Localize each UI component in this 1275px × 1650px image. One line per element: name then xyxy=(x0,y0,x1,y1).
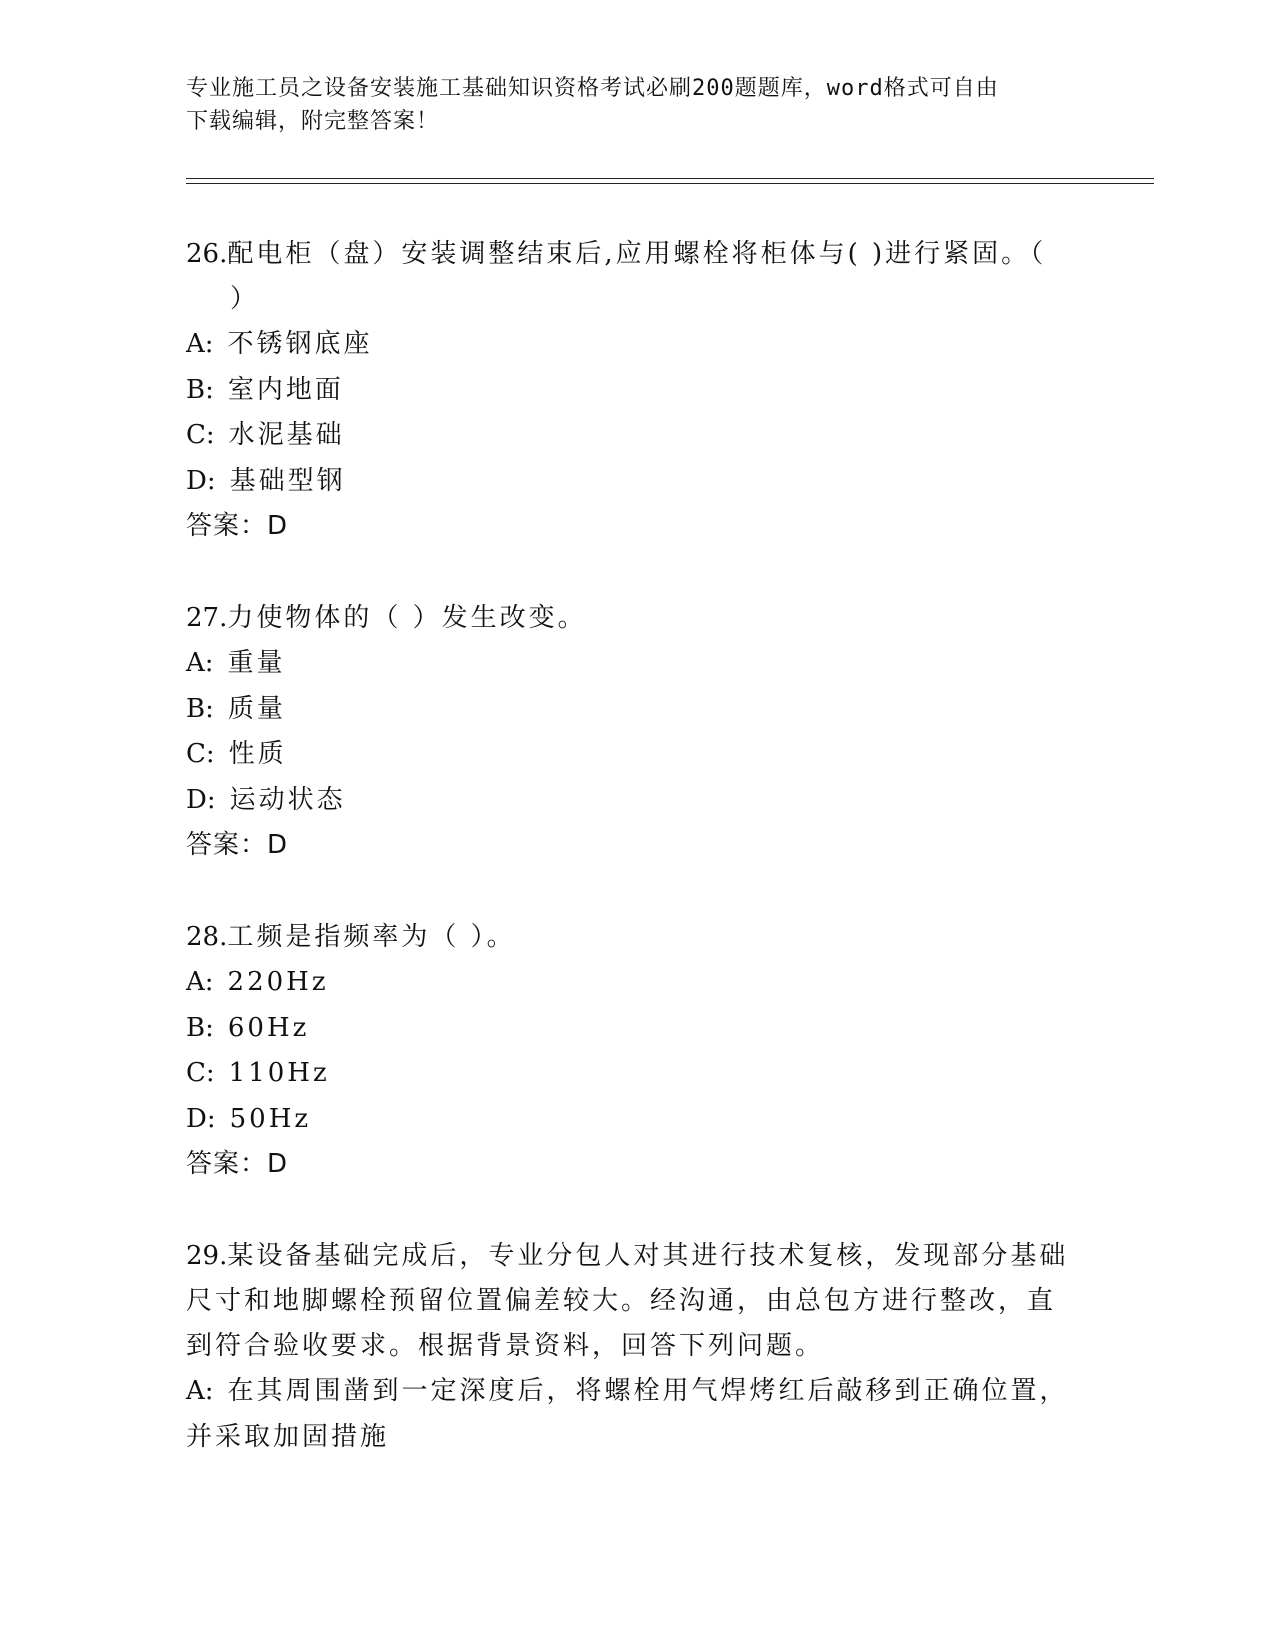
option-text: 110Hz xyxy=(228,1058,330,1088)
question-stem xyxy=(186,1234,1086,1369)
option-text: 在其周围凿到一定深度后，将螺栓用气焊烤红后敲移到正确位置， xyxy=(227,1376,1069,1406)
question-stem xyxy=(186,232,1086,322)
option-key: D: xyxy=(186,465,216,496)
header-divider-line xyxy=(186,178,1154,179)
option-text: 室内地面 xyxy=(227,374,344,405)
option-text: 运动状态 xyxy=(229,784,346,815)
option-key: C: xyxy=(186,739,215,769)
question-number: 27. xyxy=(186,603,228,633)
option-text: 重量 xyxy=(227,648,286,678)
option-key: B: xyxy=(186,374,214,405)
option-key: A: xyxy=(186,1376,214,1406)
option-text: 质量 xyxy=(227,693,286,724)
option-key: C: xyxy=(186,420,215,450)
option-c xyxy=(186,413,1086,459)
option-b xyxy=(186,368,1086,414)
option-d xyxy=(186,778,1086,824)
option-key: B: xyxy=(186,1012,214,1043)
question-text: 尺寸和地脚螺栓预留位置偏差较大。经沟通，由总包方进行整改，直 xyxy=(186,1286,1057,1316)
question-number: 29. xyxy=(186,1241,228,1271)
answer-line: 答案：D xyxy=(186,830,289,860)
option-key: A: xyxy=(186,648,214,678)
option-d xyxy=(186,459,1086,505)
question-27 xyxy=(186,596,1086,869)
question-number: 28. xyxy=(186,922,228,952)
option-key: A: xyxy=(186,967,214,997)
option-text: 60Hz xyxy=(227,1012,310,1043)
option-key: D: xyxy=(186,1103,216,1134)
option-text: 并采取加固措施 xyxy=(186,1421,390,1452)
option-text: 50Hz xyxy=(229,1103,312,1134)
option-key: C: xyxy=(186,1058,215,1088)
option-b xyxy=(186,687,1086,733)
option-b xyxy=(186,1006,1086,1052)
option-text: 水泥基础 xyxy=(228,420,345,450)
question-text: 力使物体的（ ）发生改变。 xyxy=(227,603,587,633)
question-stem xyxy=(186,915,1086,960)
question-26 xyxy=(186,232,1086,550)
option-c xyxy=(186,732,1086,778)
header-note-line: 专业施工员之设备安装施工基础知识资格考试必刷200题题库，word格式可自由 xyxy=(186,76,999,101)
question-number: 26. xyxy=(186,239,228,269)
question-text: 工频是指频率为（ ）。 xyxy=(227,922,516,952)
option-text: 不锈钢底座 xyxy=(227,329,373,359)
header-note-line: 下载编辑，附完整答案！ xyxy=(186,109,440,134)
option-key: A: xyxy=(186,329,214,359)
answer-line: 答案：D xyxy=(186,1149,289,1179)
option-a xyxy=(186,1369,1086,1460)
option-a xyxy=(186,641,1086,687)
option-d xyxy=(186,1097,1086,1143)
option-text: 基础型钢 xyxy=(229,465,346,496)
option-key: B: xyxy=(186,693,214,724)
question-text-continuation: ） xyxy=(230,284,260,314)
option-text: 220Hz xyxy=(227,967,329,997)
option-a xyxy=(186,322,1086,368)
question-stem xyxy=(186,596,1086,641)
question-29 xyxy=(186,1234,1086,1460)
question-text: 到符合验收要求。根据背景资料，回答下列问题。 xyxy=(186,1331,825,1361)
question-text: 某设备基础完成后，专业分包人对其进行技术复核，发现部分基础 xyxy=(227,1241,1069,1271)
option-text: 性质 xyxy=(228,739,287,769)
option-c xyxy=(186,1051,1086,1097)
header-divider-line xyxy=(186,183,1154,184)
document-header-note xyxy=(186,72,1086,138)
option-a xyxy=(186,960,1086,1006)
question-28 xyxy=(186,915,1086,1188)
option-key: D: xyxy=(186,784,216,815)
answer-line: 答案：D xyxy=(186,511,289,541)
question-text: 配电柜（盘）安装调整结束后,应用螺栓将柜体与( )进行紧固。（ xyxy=(227,239,1047,269)
